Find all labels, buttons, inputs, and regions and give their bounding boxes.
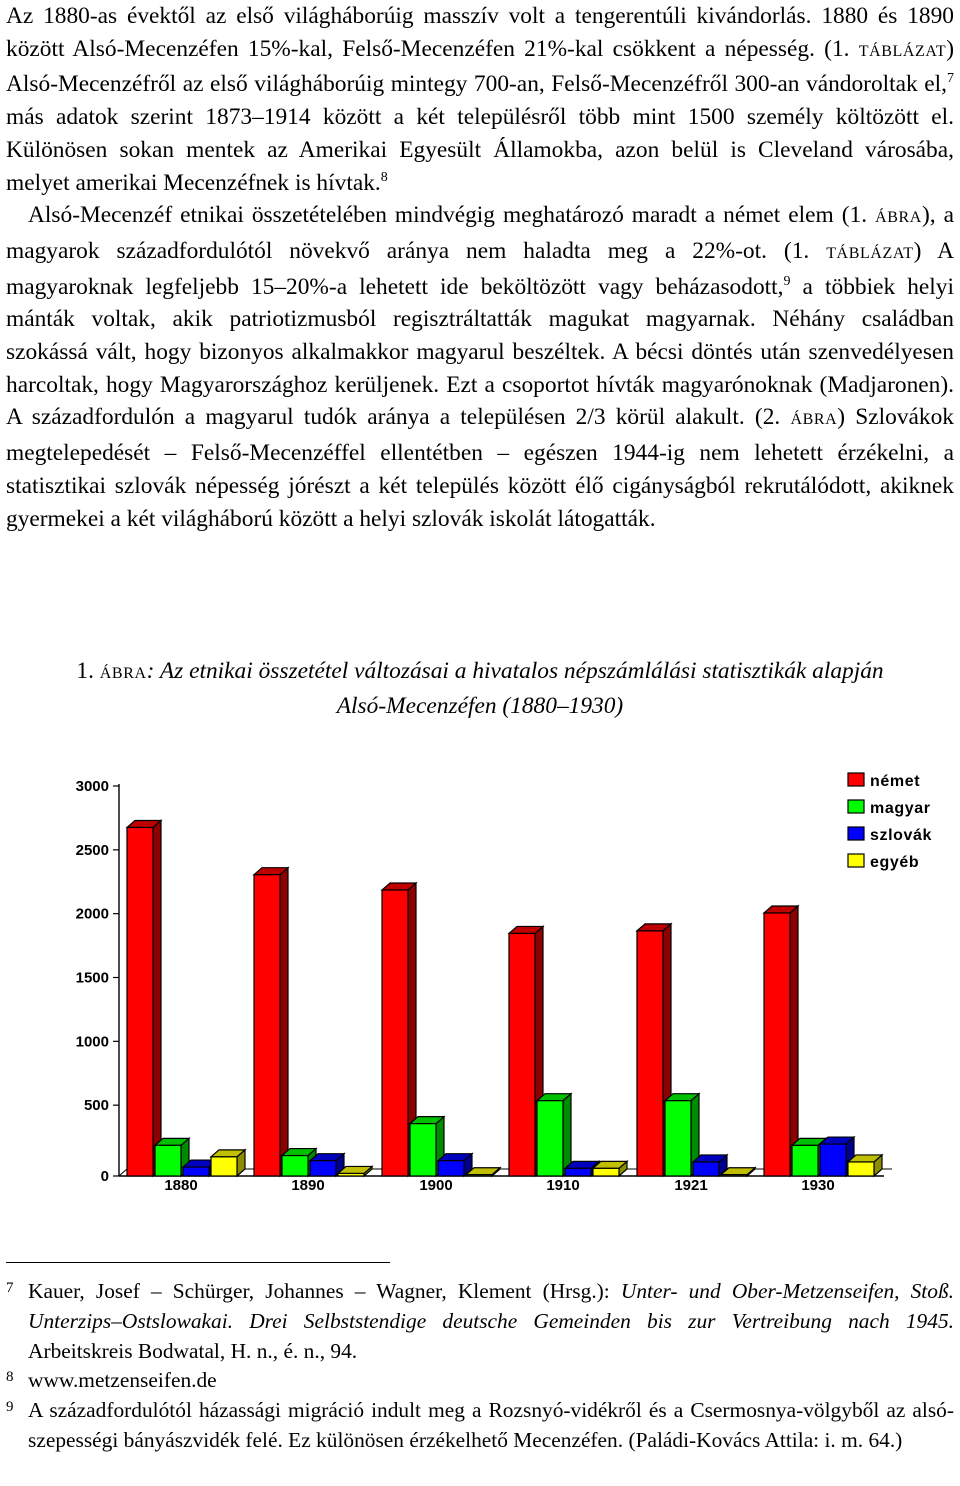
bar: [565, 1168, 591, 1176]
bar: [721, 1175, 747, 1176]
bar: [338, 1173, 364, 1176]
bar: [155, 1145, 181, 1176]
footnotes: [6, 1277, 954, 1456]
footnote-ref[interactable]: 9: [783, 273, 791, 289]
footnote-mark: 7: [6, 1280, 14, 1296]
x-tick-label: 1880: [164, 1177, 198, 1194]
x-tick-label: 1900: [419, 1177, 453, 1194]
bar: [537, 1101, 563, 1176]
text-run: a többiek helyi mánták voltak, akik patriotizmusból regisztráltatták magukat magyarnak. Néhány családban szokássá vált, hogy bizonyos alkalmakkor magyarul beszéltek. A bécsi döntés után szenvedélyesen harcoltak, hogy Magyarországhoz kerüljenek. Ezt a csoportot hívták magyarónoknak (Madjaronen). A századfordulón a magyarul tudók aránya a településen 2/3 körül alakult. (2.: [6, 273, 954, 431]
text-run: ) Alsó-Mecenzéfről az első világháborúig mintegy 700-an, Felső-Mecenzéfről 300-an vándoroltak el,: [6, 35, 954, 98]
caption-label: ÁBRA: [99, 665, 147, 682]
legend-label: szlovák: [870, 827, 933, 844]
footnote-divider: [6, 1262, 390, 1263]
bar: [509, 933, 535, 1176]
y-tick-label: 0: [100, 1168, 109, 1185]
bar: [637, 931, 663, 1176]
x-tick-label: 1921: [674, 1177, 708, 1194]
y-tick-label: 2500: [75, 841, 109, 859]
caption-title: : Az etnikai összetétel változásai a hivatalos népszámlálási statisztikák alapján: [146, 658, 884, 684]
bar: [183, 1167, 209, 1176]
bar-side: [790, 906, 798, 1176]
bar: [665, 1101, 691, 1176]
y-tick-label: 1500: [75, 969, 109, 987]
bar-side: [153, 820, 161, 1176]
footnote-mark: 9: [6, 1399, 14, 1416]
footnote-8: [6, 1366, 954, 1396]
y-tick-label: 500: [83, 1097, 109, 1115]
x-tick-label: 1910: [546, 1177, 580, 1194]
footnote-ref[interactable]: 7: [947, 71, 954, 87]
footnote-text: Arbeitskreis Bodwatal, H. n., é. n., 94.: [28, 1338, 358, 1363]
legend-swatch: [848, 800, 864, 813]
bar: [848, 1162, 874, 1176]
bar: [282, 1156, 308, 1176]
bar: [310, 1161, 336, 1176]
y-tick-label: 1000: [75, 1033, 109, 1051]
text-run: más adatok szerint 1873–1914 között a két településről több mint 1500 személy költözött el. Különösen sokan mentek az Amerikai Egyesült Államokba, azon belül is Cleveland városába, melyet amerikai Mecenzéfnek is hívtak.: [6, 104, 954, 196]
footnote-ref[interactable]: 8: [380, 169, 388, 185]
text-run: ) Szlovákok megtelepedését – Felső-Mecenzéffel ellentétben – egészen 1944-ig nem lehetett érzékelni, a statisztikai szlovák népesség jórészt a két település között élő cigányságból rekrutálódott, akiknek gyermekei a két világháború között a helyi szlovák iskolát látogatták.: [6, 404, 954, 532]
text-run: Az 1880-as évektől az első világháborúig masszív volt a tengerentúli kivándorlás. 1880 és 1890 között Alsó-Mecenzéfen 15%-kal, Felső-Mecenzéfen 21%-kal csökkent a népesség. (1.: [6, 3, 954, 62]
legend-label: magyar: [870, 800, 931, 817]
bar: [764, 913, 790, 1176]
footnote-title: Unter- und Ober-Metzenseifen, Stoß. Unterzips–Ostslowakai. Drei Selbststendige deutsche Gemeinden bis zur Vertreibung nach 1945.: [28, 1279, 954, 1333]
footnote-text: Kauer, Josef – Schürger, Johannes – Wagner, Klement (Hrsg.):: [28, 1279, 621, 1303]
legend-label: német: [870, 773, 921, 790]
bar: [820, 1144, 846, 1176]
bar: [593, 1168, 619, 1176]
bar: [382, 890, 408, 1176]
text-run: ), a magyarok századfordulótól növekvő aránya nem haladta meg a 22%-ot. (1.: [6, 202, 954, 264]
bar-side: [280, 868, 288, 1176]
bar: [466, 1175, 492, 1176]
table-reference: TÁBLÁZAT: [858, 42, 947, 60]
bar: [438, 1161, 464, 1176]
footnote-7: [6, 1277, 954, 1366]
bar: [211, 1157, 237, 1176]
footnote-link[interactable]: www.metzenseifen.de: [28, 1368, 217, 1393]
legend-swatch: [848, 827, 864, 840]
figure-reference: ÁBRA: [790, 411, 838, 429]
bar: [693, 1162, 719, 1176]
caption-subtitle: Alsó-Mecenzéfen (1880–1930): [336, 693, 624, 719]
table-reference: TÁBLÁZAT: [826, 244, 914, 262]
legend-swatch: [848, 773, 864, 786]
bar: [410, 1124, 436, 1176]
x-tick-label: 1890: [291, 1177, 325, 1194]
bar: [127, 827, 153, 1176]
footnote-9: [6, 1396, 954, 1456]
text-run: Alsó-Mecenzéf etnikai összetételében mindvégig meghatározó maradt a német elem (1.: [28, 202, 876, 229]
legend-swatch: [848, 854, 864, 867]
legend-label: egyéb: [870, 854, 920, 871]
footnote-mark: 8: [6, 1369, 14, 1386]
figure-reference: ÁBRA: [875, 209, 922, 227]
text-run: ) A magyaroknak legfeljebb 15–20%-a lehetett ide beköltözött vagy beházasodott,: [6, 237, 954, 300]
footnote-text: A századfordulótól házassági migráció indult meg a Rozsnyó-vidékről és a Csermosnya-völgyből az alsó-szepességi bányászvidék felé. Ez különösen érzékelhető Mecenzéfen. (Paládi-Kovács Attila: i. m. 64.): [28, 1398, 954, 1452]
y-tick-label: 3000: [75, 778, 109, 795]
x-tick-label: 1930: [801, 1177, 835, 1194]
y-tick-label: 2000: [75, 905, 109, 923]
caption-number: 1.: [76, 658, 100, 684]
bar: [254, 875, 280, 1176]
bar: [792, 1145, 818, 1176]
